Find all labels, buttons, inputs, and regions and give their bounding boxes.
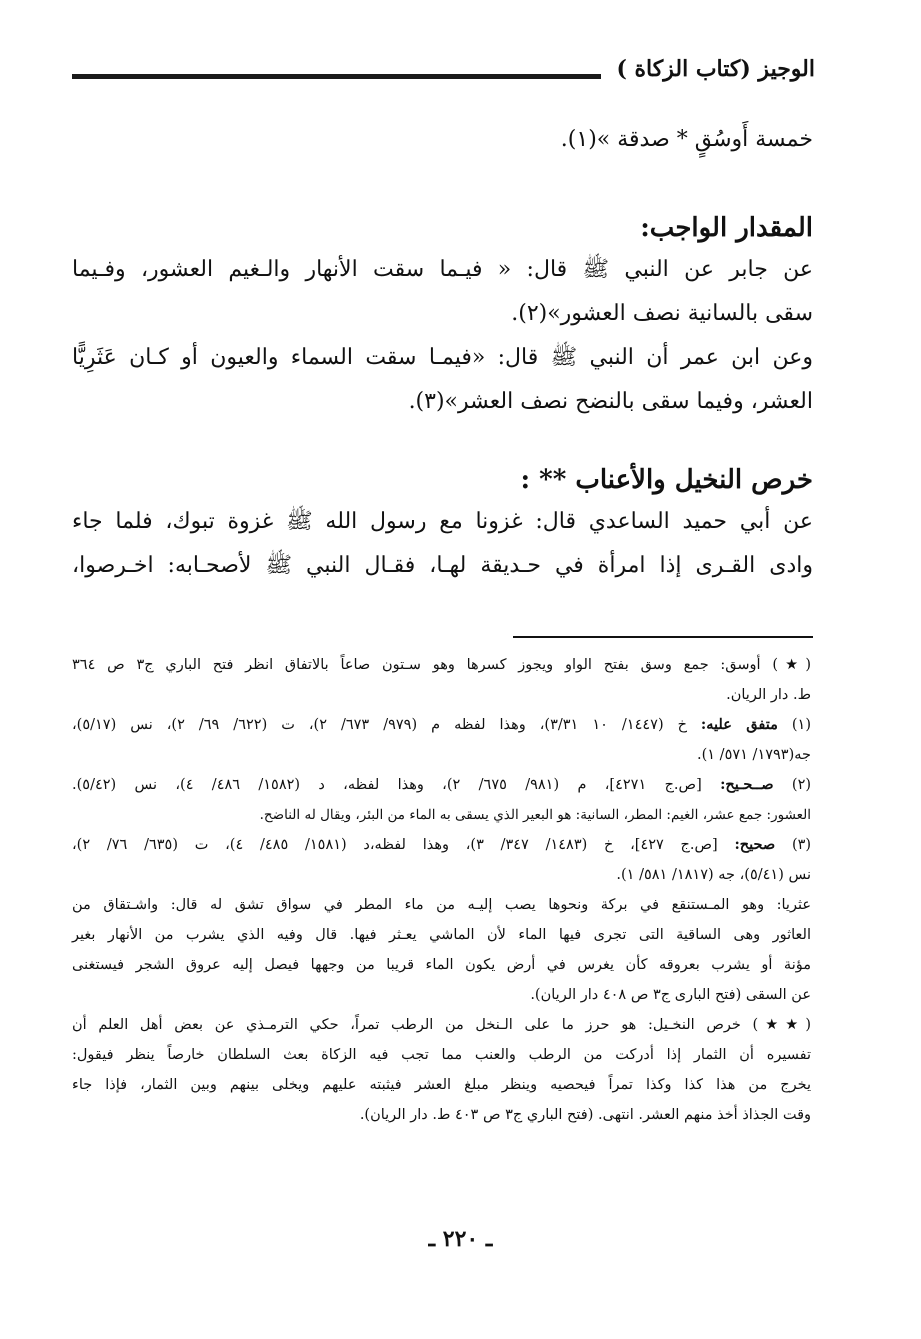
footnote-double-star-line: (★★) خرص النخـيل: هو حرز ما على الـنخل من الرطب تمراً، حكي الترمـذي عن بعض أهل العلم أن [72,1017,811,1033]
footnote-star-line: (★) أوسق: جمع وسق بفتح الواو ويجوز كسرها وهو سـتون صاعاً بالاتفاق انظر فتح الباري ج٣ ص ٣٦٤ [72,657,811,673]
paragraph-line: سقى بالسانية نصف العشور»(٢). [511,301,813,326]
paragraph-line: عن أبي حميد الساعدي قال: غزونا مع رسول الله ﷺ غزوة تبوك، فلما جاء [72,509,813,534]
footnote-1 [72,710,811,740]
header-title: الوجيز (كتاب الزكاة ) [616,56,815,82]
page-number: ـ ٢٢٠ ـ [428,1226,493,1252]
footnote-label: صحيح: [734,836,776,853]
footnote-line: العشور: جمع عشر، الغيم: المطر، السانية: هو البعير الذي يسقى به الماء من البئر، ويقال له الناضح. [259,807,811,823]
paragraph-line: عن جابر عن النبي ﷺ قال: « فيـما سقت الأنهار والـغيم العشور، وفـيما [72,257,813,282]
running-header [72,56,815,90]
footnote-double-star-line: يخرج من هذا كذا وكذا تمراً فيحصيه وينظر مبلغ العشر فيثبته عليهم ويخلى بينهم وبين الثمار، فإذا جاء [72,1077,811,1093]
footnote-line: عثريا: وهو المـستنقع في بركة ونحوها يصب إليـه من ماء المطر في سواق تشق له قال: واشـتقاق من [72,897,811,913]
footnote-text: [ص.ج ٤٢٧]، خ (١٤٨٣/ ٣٤٧/ ٣)، وهذا لفظه،د (١٥٨١/ ٤٨٥/ ٤)، ت (٦٣٥/ ٧٦/ ٢)، [72,837,718,853]
main-text [72,118,813,588]
footnotes [72,650,811,1130]
footnote-label: متفق عليه: [700,716,778,733]
footnote-double-star-line: تفسيره أن الثمار إذا أدركت من الرطب والعنب مما تجب فيه الزكاة بعث السلطان خارصاً ينظر فيقول: [72,1047,811,1063]
footnote-3 [72,830,811,860]
footnote-text: خ (١٤٤٧/ ١٠ ٣/٣١)، وهذا لفظه م (٩٧٩/ ٦٧٣/ ٢)، ت (٦٢٢/ ٦٩/ ٢)، نس (٥/١٧)، [72,717,687,733]
footnote-line: مؤنة أو يشرب بعروقه كأن يغرس في أرض يكون الماء قريبا من وجهها فيصل إليه عروق الشجر فيستغنى [72,957,811,973]
footnote-text: [ص.ج ٤٢٧١]، م (٩٨١/ ٦٧٥/ ٢)، وهذا لفظه، د (١٥٨٢/ ٤٨٦/ ٤)، نس (٥/٤٢). [72,777,702,793]
footnote-line: نس (٥/٤١)، جه (١٨١٧/ ٥٨١/ ١). [616,867,811,883]
footnote-marker: (٢) [791,777,812,793]
footnote-separator [513,636,813,638]
section-heading-obligatory-amount: المقدار الواجب: [640,213,813,243]
footnote-label: صــحـيح: [720,776,774,793]
paragraph-line: وعن ابن عمر أن النبي ﷺ قال: «فيمـا سقت السماء والعيون أو كـان عَثَرِيًّا [72,345,813,370]
footnote-line: عن السقى (فتح البارى ج٣ ص ٤٠٨ دار الريان). [530,987,811,1003]
footnote-2 [72,770,811,800]
footnote-marker: (٣) [791,837,812,853]
intro-line: خمسة أَوسُقٍ * صدقة »(١). [560,127,813,152]
section-heading-estimation: خرص النخيل والأعناب ** : [520,465,813,495]
footnote-marker: (١) [791,717,811,733]
footnote-line: العاثور وهى الساقية التى تجرى فيها الماء لأن الماشي يعـثر فيها. قال وفيه الذي يشرب من الأنهار بغير [72,927,811,943]
paragraph-line: وادى القـرى إذا امرأة في حـديقة لهـا، فقـال النبي ﷺ لأصحـابه: اخـرصوا، [72,553,814,578]
header-rule [72,74,601,79]
footnote-double-star-line: وقت الجذاذ أخذ منهم العشر. انتهى. (فتح الباري ج٣ ص ٤٠٣ ط. دار الريان). [359,1107,811,1123]
footnote-line: جه(١٧٩٣/ ٥٧١/ ١). [696,747,811,763]
footnote-star-line: ط. دار الريان. [726,687,811,703]
paragraph-line: العشر، وفيما سقى بالنضح نصف العشر»(٣). [408,389,813,414]
